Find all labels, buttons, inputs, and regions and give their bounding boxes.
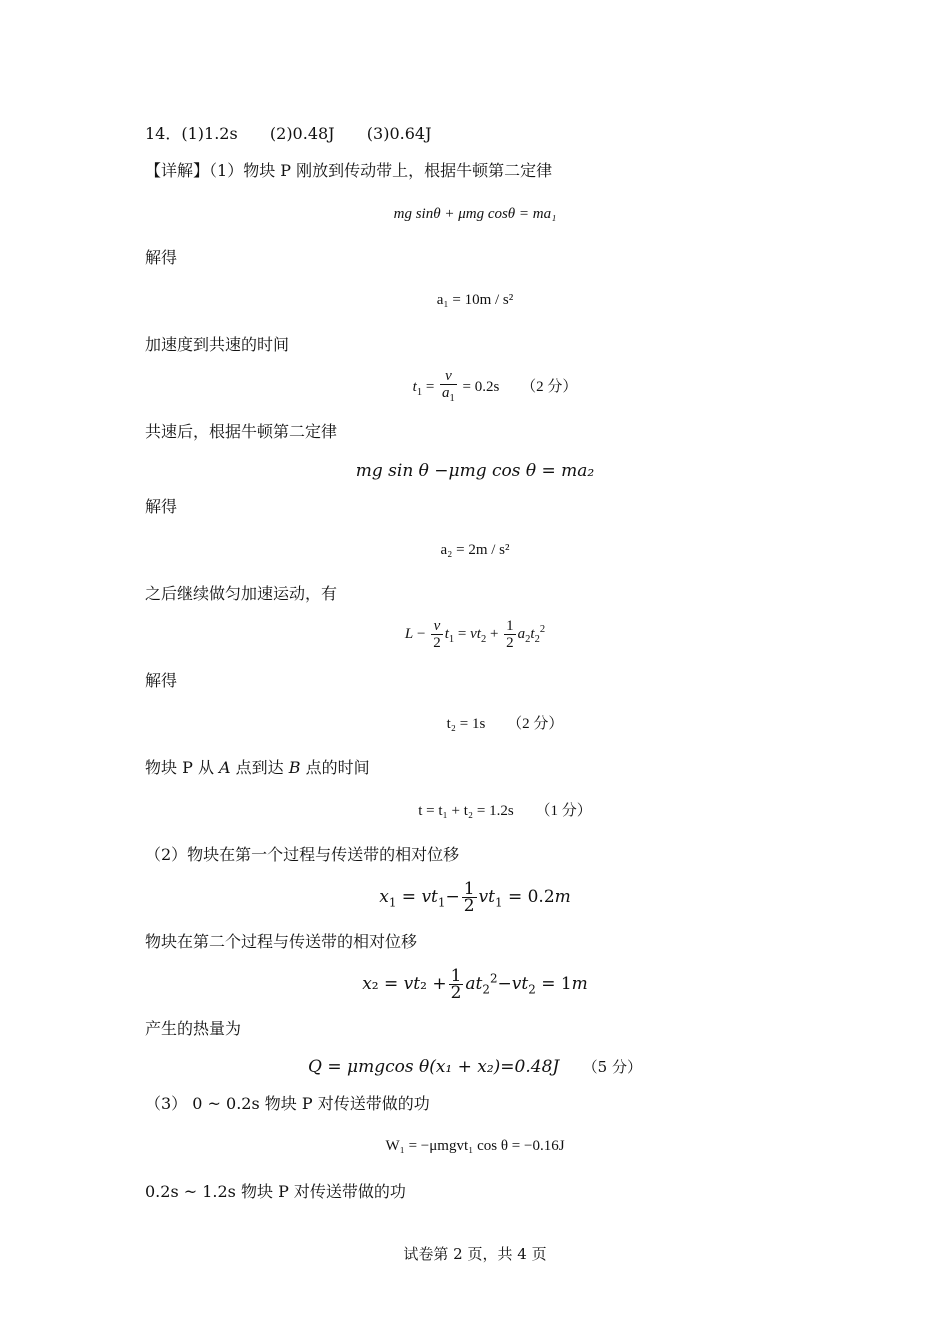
detail-line (145, 161, 552, 181)
score-note-2: （2 分） (507, 716, 564, 732)
accel-time-label: 加速度到共速的时间 (145, 335, 290, 354)
page-footer: 试卷第 2 页，共 4 页 (403, 1245, 547, 1263)
second-process-label: 物块在第二个过程与传送带的相对位移 (145, 932, 418, 951)
equation-x2: x₂ = vt₂ + $\frac{1}{2}$ $at_2^2-vt_2 = 1m$ (362, 966, 588, 1003)
t1-result: = 0.2s (462, 378, 500, 395)
detail-label: 【详解】 (145, 161, 210, 180)
score-note-1: （2 分） (521, 378, 578, 395)
after-common-speed-label: 共速后，根据牛顿第二定律 (145, 422, 338, 441)
continue-accel-label: 之后继续做匀加速运动，有 (145, 584, 338, 603)
fraction-v-over-a1: $\frac{v}{a_1}$ (442, 368, 455, 404)
part2-label: （2）物块在第一个过程与传送带的相对位移 (145, 845, 460, 864)
equation-x1: $x_1 = vt_1-$ $\frac{1}{2}$ $vt_1 = 0.2m$ (379, 879, 571, 916)
answer-1: (1)1.2s (181, 124, 238, 143)
score-note-4: （5 分） (582, 1058, 642, 1076)
equation-newton-2: mg sin θ −μmg cos θ = ma₂ (355, 461, 595, 481)
equation-t1: $t_1$ = $\frac{v}{a_1}$ = 0.2s （2 分） (0, 368, 950, 407)
time-a-to-b-label: 物块 P 从 A 点到达 B 点的时间 (145, 758, 370, 777)
total-time-value: t = t₁ + t₂ = 1.2s (418, 803, 514, 819)
answer-2: (2)0.48J (269, 124, 335, 143)
equation-a2: a₂ = 2m / s² (440, 542, 510, 558)
equation-w1: W₁ = −μmgvt₁ cos θ = −0.16J (385, 1138, 565, 1154)
solve-label-3: 解得 (145, 671, 178, 690)
detail-text: （1）物块 P 刚放到传动带上，根据牛顿第二定律 (209, 161, 553, 180)
score-note-3: （1 分） (535, 803, 592, 819)
equation-total-time (0, 801, 950, 821)
equation-t2 (0, 714, 950, 734)
equation-distance: L − $\frac{v}{2}$ $t_1 = vt_2$ + $\frac{1}{2}$ $a_2t_2^2$ (404, 618, 546, 651)
equation-newton-1: mg sinθ + μmg cosθ = ma₁ (393, 206, 557, 222)
solve-label-1: 解得 (145, 248, 178, 267)
solve-label-2: 解得 (145, 497, 178, 516)
work2-label: 0.2s ~ 1.2s 物块 P 对传送带做的功 (145, 1182, 406, 1201)
part3-label: （3） 0 ~ 0.2s 物块 P 对传送带做的功 (145, 1094, 430, 1113)
t2-value: t₂ = 1s (446, 716, 486, 732)
equation-a1: a₁ = 10m / s² (436, 292, 514, 308)
answer-3: (3)0.64J (366, 124, 432, 143)
answer-summary (145, 124, 431, 144)
equation-heat (0, 1057, 950, 1077)
question-number: 14． (145, 124, 182, 143)
heat-value: Q = μmgcos θ(x₁ + x₂)=0.48J (308, 1057, 560, 1077)
heat-label: 产生的热量为 (145, 1019, 242, 1038)
